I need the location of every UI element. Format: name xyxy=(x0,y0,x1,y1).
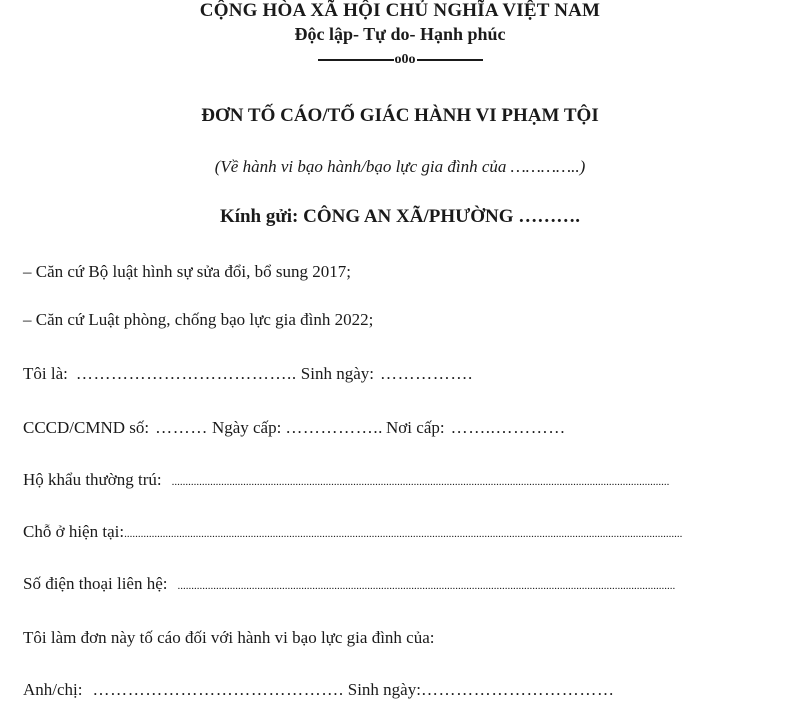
legal-basis-1: – Căn cứ Bộ luật hình sự sửa đổi, bổ sung 2017; xyxy=(23,262,351,281)
issue-date-blank[interactable]: …………….. xyxy=(285,418,384,437)
divider-line-right xyxy=(417,59,483,61)
name-blank[interactable]: ……………………………….. xyxy=(75,364,297,383)
legal-basis-2: – Căn cứ Luật phòng, chống bạo lực gia đình 2022; xyxy=(23,310,374,329)
residence-label: Hộ khẩu thường trú: xyxy=(23,470,162,489)
header-divider xyxy=(0,53,800,67)
accused-dob-label: Sinh ngày: xyxy=(347,680,421,699)
phone-blank[interactable]: ..................................................................................................................................................................................... xyxy=(177,580,676,592)
current-address-label: Chỗ ở hiện tại: xyxy=(23,522,125,541)
accused-label: Anh/chị: xyxy=(23,680,83,699)
residence-blank[interactable]: ..................................................................................................................................................................................... xyxy=(171,476,670,488)
residence-row xyxy=(23,470,778,490)
name-label: Tôi là: xyxy=(23,364,68,383)
statement-line: Tôi làm đơn này tố cáo đối với hành vi bạo lực gia đình của: xyxy=(23,628,435,647)
current-address-row xyxy=(23,522,778,542)
dob-blank[interactable]: ……………. xyxy=(379,364,473,383)
phone-label: Số điện thoại liên hệ: xyxy=(23,574,168,593)
id-blank[interactable]: ……… xyxy=(155,418,208,437)
divider-ornament: o0o xyxy=(394,52,416,67)
national-title: CỘNG HÒA XÃ HỘI CHỦ NGHĨA VIỆT NAM xyxy=(199,0,601,21)
accused-name-blank[interactable]: ……………………………………. xyxy=(92,680,344,699)
current-address-blank[interactable]: ........................................................................................................................................................................................................... xyxy=(124,528,683,540)
issue-place-label: Nơi cấp: xyxy=(386,418,445,437)
dob-label: Sinh ngày: xyxy=(300,364,374,383)
phone-row xyxy=(23,574,778,594)
national-motto: Độc lập- Tự do- Hạnh phúc xyxy=(294,24,506,44)
reporter-name-row xyxy=(23,364,473,384)
divider-line-left xyxy=(318,59,394,61)
document-subtitle: (Về hành vi bạo hành/bạo lực gia đình của …………..) xyxy=(214,157,586,176)
accused-row xyxy=(23,680,615,700)
id-label: CCCD/CMND số: xyxy=(23,418,150,437)
accused-dob-blank[interactable]: …………………………… xyxy=(420,680,615,699)
issue-place-blank[interactable]: ……..………… xyxy=(450,418,566,437)
document-title: ĐƠN TỐ CÁO/TỐ GIÁC HÀNH VI PHẠM TỘI xyxy=(201,105,599,126)
recipient-line: Kính gửi: CÔNG AN XÃ/PHƯỜNG ………. xyxy=(219,206,581,227)
issue-date-label: Ngày cấp: xyxy=(211,418,282,437)
id-row xyxy=(23,418,566,438)
